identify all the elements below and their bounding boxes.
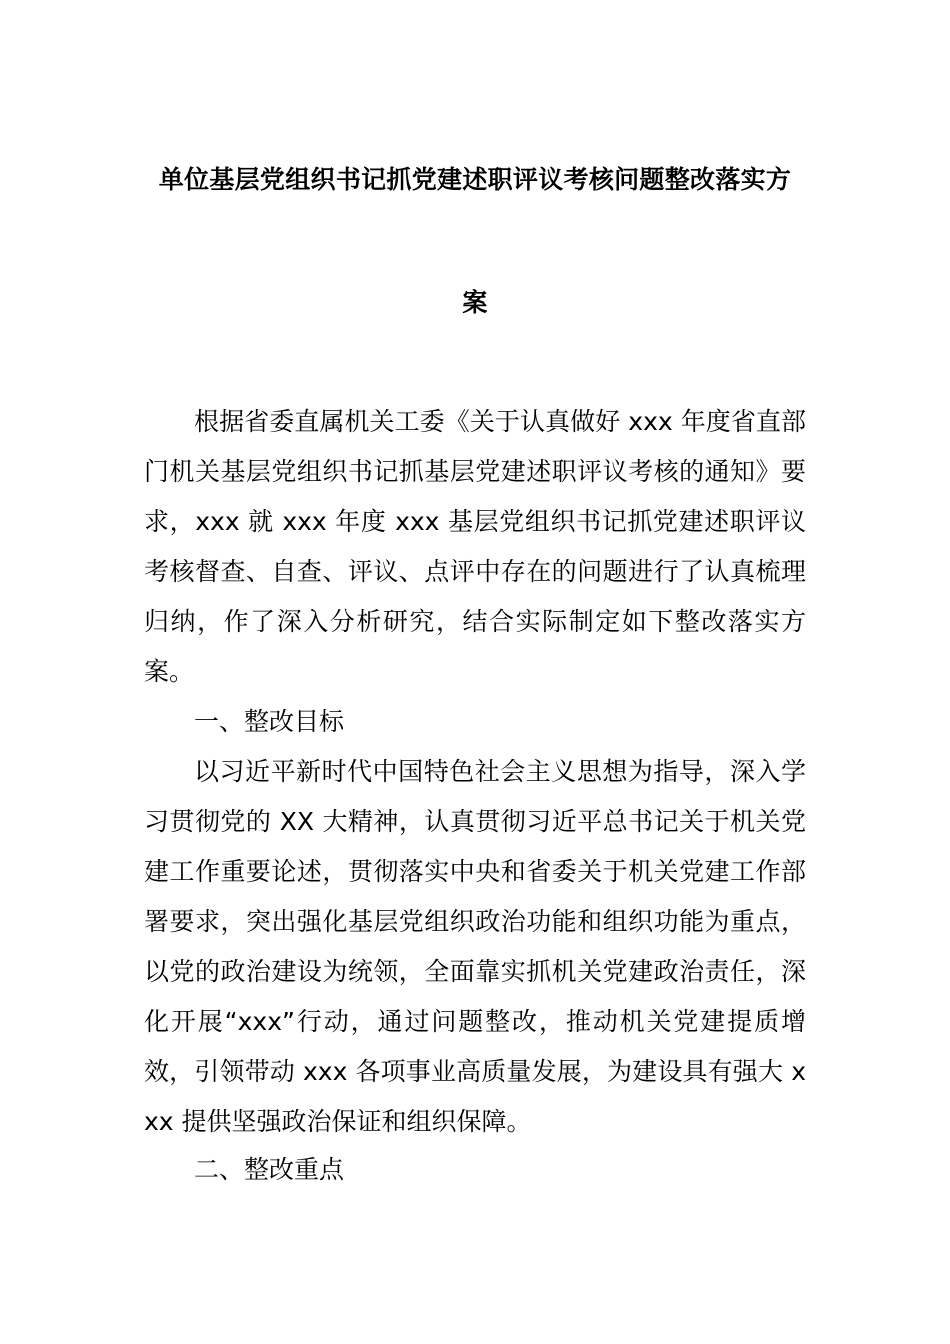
document-title-line-2: 案 — [462, 288, 488, 317]
section-heading-focus: 二、整改重点 — [194, 1155, 345, 1184]
intro-paragraph: 根据省委直属机关工委《关于认真做好 xxx 年度省直部门机关基层党组织书记抓基层党建述职评议考核的通知》要求，xxx 就 xxx 年度 xxx 基层党组织书记抓党建述职评议考核督查、自查、评议、点评中存在的问题进行了认真梳理归纳，作了深入分析研究，结合实际制定如下整改落实方案。 — [144, 407, 806, 686]
document-title-line-1: 单位基层党组织书记抓党建述职评议考核问题整改落实方 — [158, 165, 792, 194]
goals-paragraph: 以习近平新时代中国特色社会主义思想为指导，深入学习贯彻党的 XX 大精神，认真贯彻习近平总书记关于机关党建工作重要论述，贯彻落实中央和省委关于机关党建工作部署要求，突出强化基层党组织政治功能和组织功能为重点，以党的政治建设为统领，全面靠实抓机关党建政治责任，深化开展“xxx”行动，通过问题整改，推动机关党建提质增效，引领带动 xxx 各项事业高质量发展，为建设具有强大 xxx 提供坚强政治保证和组织保障。 — [144, 757, 806, 1136]
section-heading-goals: 一、整改目标 — [194, 707, 345, 736]
